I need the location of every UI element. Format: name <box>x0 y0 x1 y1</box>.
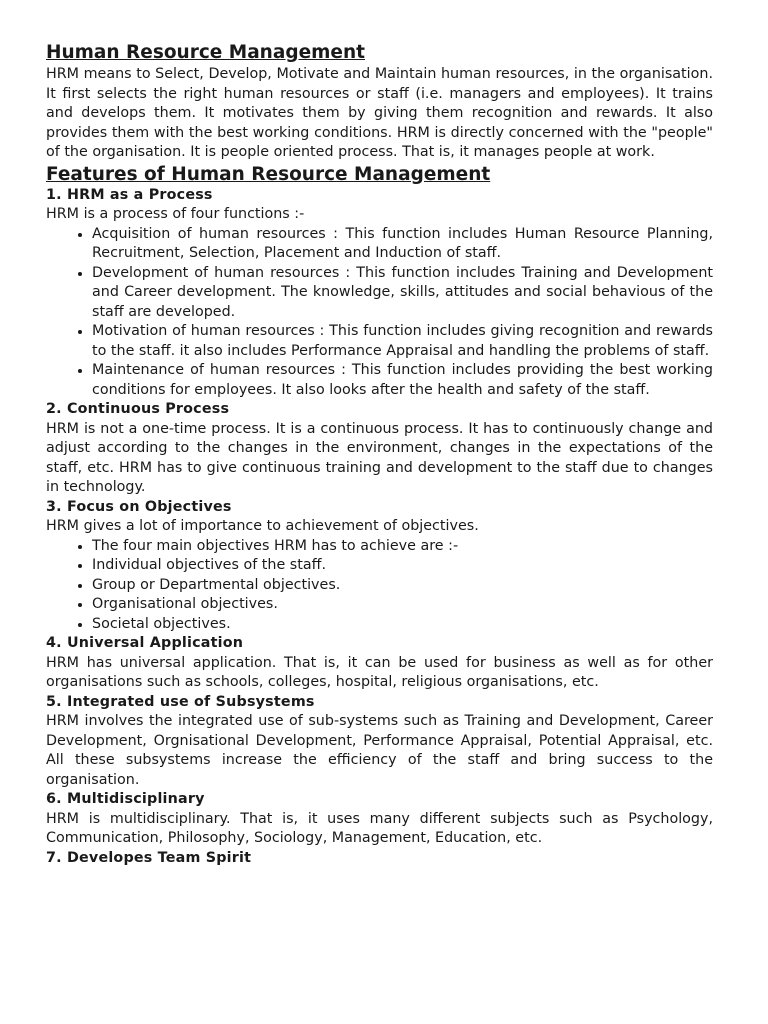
section-text: HRM has universal application. That is, it can be used for business as well as for other organisations such as schools, colleges, hospital, religious organisations, etc. <box>46 654 713 690</box>
features-heading: Features of Human Resource Management <box>46 163 491 185</box>
list-item: • Development of human resources : This function includes Training and Development and Career development. The knowledge, skills, attitudes and social behavious of the staff are developed. <box>92 264 713 323</box>
list-item: • Maintenance of human resources : This function includes providing the best working conditions for employees. It also looks after the health and safety of the staff. <box>92 361 713 400</box>
section-heading: 6. Multidisciplinary <box>46 791 205 807</box>
section-heading: 3. Focus on Objectives <box>46 498 232 515</box>
section-heading: 1. HRM as a Process <box>46 186 213 203</box>
list-item: • Societal objectives. <box>92 615 713 635</box>
list-item: • Organisational objectives. <box>92 595 713 615</box>
section-heading: 7. Developes Team Spirit <box>46 849 252 866</box>
list-item: • The four main objectives HRM has to achieve are :- <box>92 537 713 557</box>
section-text: HRM is a process of four functions :- <box>46 206 305 222</box>
list-item: • Motivation of human resources : This function includes giving recognition and rewards to the staff. it also includes Performance Appraisal and handling the problems of staff. <box>92 322 713 361</box>
list-item: • Individual objectives of the staff. <box>92 556 713 576</box>
section-text: HRM is not a one-time process. It is a continuous process. It has to continuously change and adjust according to the changes in the environment, changes in the expectations of the staff, etc. HRM has to give continuous training and development to the staff due to changes in technology. <box>46 420 713 495</box>
section-text: HRM is multidisciplinary. That is, it uses many different subjects such as Psychology, Communication, Philosophy, Sociology, Management, Education, etc. <box>46 810 713 846</box>
page-title: Human Resource Management <box>46 42 365 63</box>
list-item: • Acquisition of human resources : This function includes Human Resource Planning, Recruitment, Selection, Placement and Induction of staff. <box>92 225 713 264</box>
section-text: HRM involves the integrated use of sub-systems such as Training and Development, Career Development, Orgnisational Development, Performance Appraisal, Potential Appraisal, etc. All these subsystems increase the efficiency of the staff and bring success to the organisation. <box>46 713 713 788</box>
section-heading: 2. Continuous Process <box>46 401 230 417</box>
section-heading: 5. Integrated use of Subsystems <box>46 693 315 710</box>
list-item: • Group or Departmental objectives. <box>92 576 713 596</box>
section-text: HRM gives a lot of importance to achievement of objectives. <box>46 518 479 534</box>
intro-paragraph: HRM means to Select, Develop, Motivate and Maintain human resources, in the organisation. It first selects the right human resources or staff (i.e. managers and employees). It trains and develops them. It motivates them by giving them recognition and rewards. It also provides them with the best working conditions. HRM is directly concerned with the "people" of the organisation. It is people oriented process. That is, it manages people at work. <box>46 66 713 160</box>
bullet-list <box>46 225 713 401</box>
section-heading: 4. Universal Application <box>46 635 244 651</box>
bullet-list <box>46 537 713 635</box>
